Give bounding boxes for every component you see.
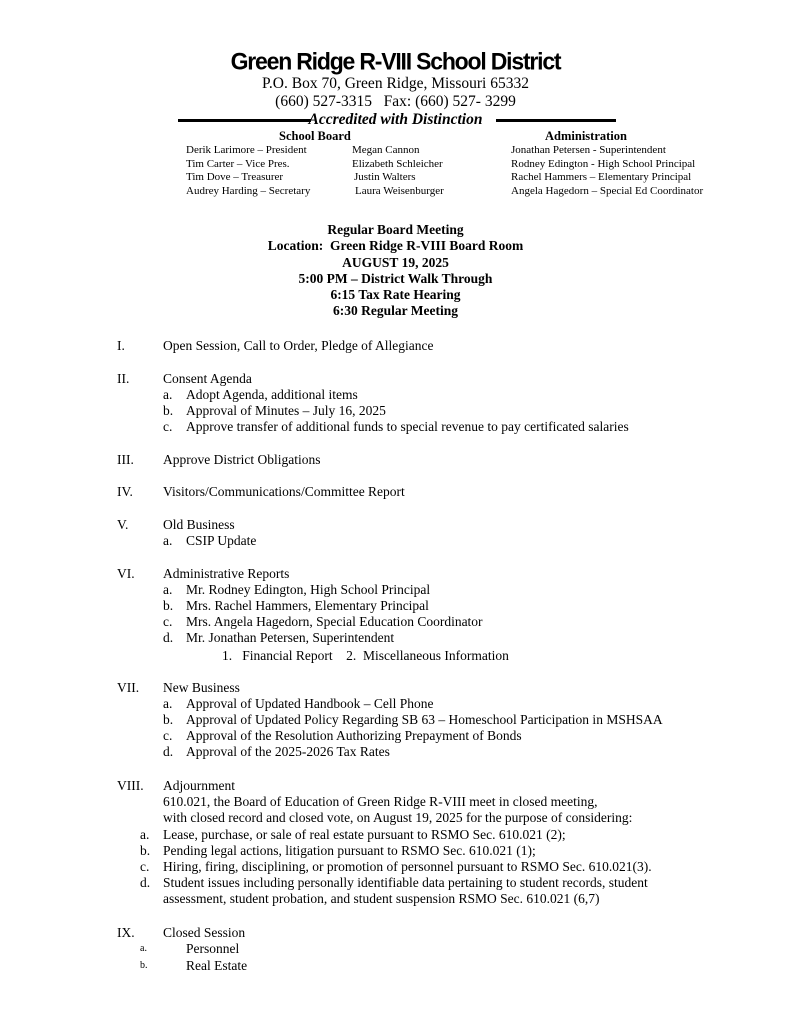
section-number: I. [117,338,125,353]
section-number: IX. [117,925,135,940]
section-number: V. [117,517,129,532]
section-title: Approve District Obligations [163,452,321,467]
item-text: Mrs. Rachel Hammers, Elementary Principal [186,598,429,613]
accreditation-banner [0,111,791,129]
item-letter: c. [140,859,150,874]
item-text: Approval of Updated Policy Regarding SB 63 – Homeschool Participation in MSHSAA [186,712,663,727]
section-title: Closed Session [163,925,246,940]
item-text: Mr. Rodney Edington, High School Principal [186,582,431,597]
section-number: VIII. [117,778,144,793]
admin-member: Jonathan Petersen - Superintendent [511,144,666,156]
section-title: Consent Agenda [163,371,252,386]
item-letter: b. [163,403,174,418]
item-text: Lease, purchase, or sale of real estate pursuant to RSMO Sec. 610.021 (2); [163,827,566,842]
school-board-heading: School Board [279,129,351,143]
item-letter: b. [140,843,151,858]
item-letter: c. [163,419,173,434]
item-text: Approval of Minutes – July 16, 2025 [186,403,386,418]
section-title: New Business [163,680,240,695]
meeting-location: Location: Green Ridge R-VIII Board Room [267,238,524,254]
item-text-continued: assessment, student probation, and student suspension RSMO Sec. 610.021 (6,7) [163,891,600,906]
accreditation-text: Accredited with Distinction [308,111,483,128]
item-letter: c. [163,728,173,743]
admin-member: Rachel Hammers – Elementary Principal [511,171,692,183]
section-number: VI. [117,566,135,581]
item-text: Personnel [186,941,240,956]
section-number: IV. [117,484,133,499]
item-letter: b. [163,598,174,613]
item-letter: a. [163,696,173,711]
item-text: Mrs. Angela Hagedorn, Special Education Coordinator [186,614,483,629]
item-text: CSIP Update [186,533,257,548]
superintendent-subitems: 1. Financial Report 2. Miscellaneous Information [222,648,509,663]
item-text: Real Estate [186,958,248,973]
meeting-info [0,222,791,320]
section-title: Open Session, Call to Order, Pledge of Allegiance [163,338,434,353]
section-number: II. [117,371,130,386]
item-text: Mr. Jonathan Petersen, Superintendent [186,630,395,645]
meeting-tax-hearing: 6:15 Tax Rate Hearing [330,287,461,303]
board-member: Megan Cannon [352,144,420,156]
board-member: Tim Dove – Treasurer [186,171,284,183]
board-member: Justin Walters [354,171,416,183]
adjournment-intro: with closed record and closed vote, on August 19, 2025 for the purpose of considering: [163,810,633,825]
item-letter: b. [163,712,174,727]
administration-heading: Administration [545,129,627,143]
accreditation-rule-right [496,119,616,122]
school-board-col1 [186,144,310,198]
item-letter: a. [163,582,173,597]
administration-list [511,144,703,198]
item-letter: b. [140,960,148,971]
school-board-col2 [352,144,444,198]
item-text: Approve transfer of additional funds to special revenue to pay certificated salaries [186,419,629,434]
meeting-type: Regular Board Meeting [327,222,464,237]
meeting-walkthrough: 5:00 PM – District Walk Through [298,270,493,286]
section-number: VII. [117,680,140,695]
board-member: Elizabeth Schleicher [352,157,443,170]
board-member: Laura Weisenburger [355,184,444,197]
item-letter: a. [163,533,173,548]
item-letter: d. [163,744,174,759]
district-title: Green Ridge R-VIII School District [230,47,561,75]
board-member: Audrey Harding – Secretary [186,184,311,197]
section-number: III. [117,452,134,467]
item-text: Student issues including personally identifiable data pertaining to student records, student [163,875,648,890]
item-text: Approval of the Resolution Authorizing Prepayment of Bonds [186,728,522,743]
item-letter: d. [140,875,151,890]
meeting-date: AUGUST 19, 2025 [342,254,449,270]
item-text: Adopt Agenda, additional items [186,387,358,402]
admin-member: Rodney Edington - High School Principal [511,157,696,170]
section-title: Administrative Reports [163,566,290,581]
item-text: Pending legal actions, litigation pursuant to RSMO Sec. 610.021 (1); [163,843,536,858]
item-letter: d. [163,630,174,645]
item-letter: a. [140,943,147,954]
board-member: Tim Carter – Vice Pres. [186,157,290,170]
admin-member: Angela Hagedorn – Special Ed Coordinator [511,184,704,197]
item-text: Approval of Updated Handbook – Cell Phone [186,696,434,711]
section-title: Visitors/Communications/Committee Report [163,484,405,499]
district-phone-fax: (660) 527-3315 Fax: (660) 527- 3299 [275,93,516,110]
district-address: P.O. Box 70, Green Ridge, Missouri 65332 [262,75,529,92]
item-text: Approval of the 2025-2026 Tax Rates [186,744,390,759]
item-letter: a. [140,827,150,842]
adjournment-intro: 610.021, the Board of Education of Green Ridge R-VIII meet in closed meeting, [163,794,598,809]
item-letter: a. [163,387,173,402]
section-title: Old Business [163,517,235,532]
item-text: Hiring, firing, disciplining, or promotion of personnel pursuant to RSMO Sec. 610.021(3). [163,859,652,874]
section-title: Adjournment [163,778,235,793]
item-letter: c. [163,614,173,629]
meeting-regular: 6:30 Regular Meeting [333,303,458,319]
board-member: Derik Larimore – President [186,144,307,156]
